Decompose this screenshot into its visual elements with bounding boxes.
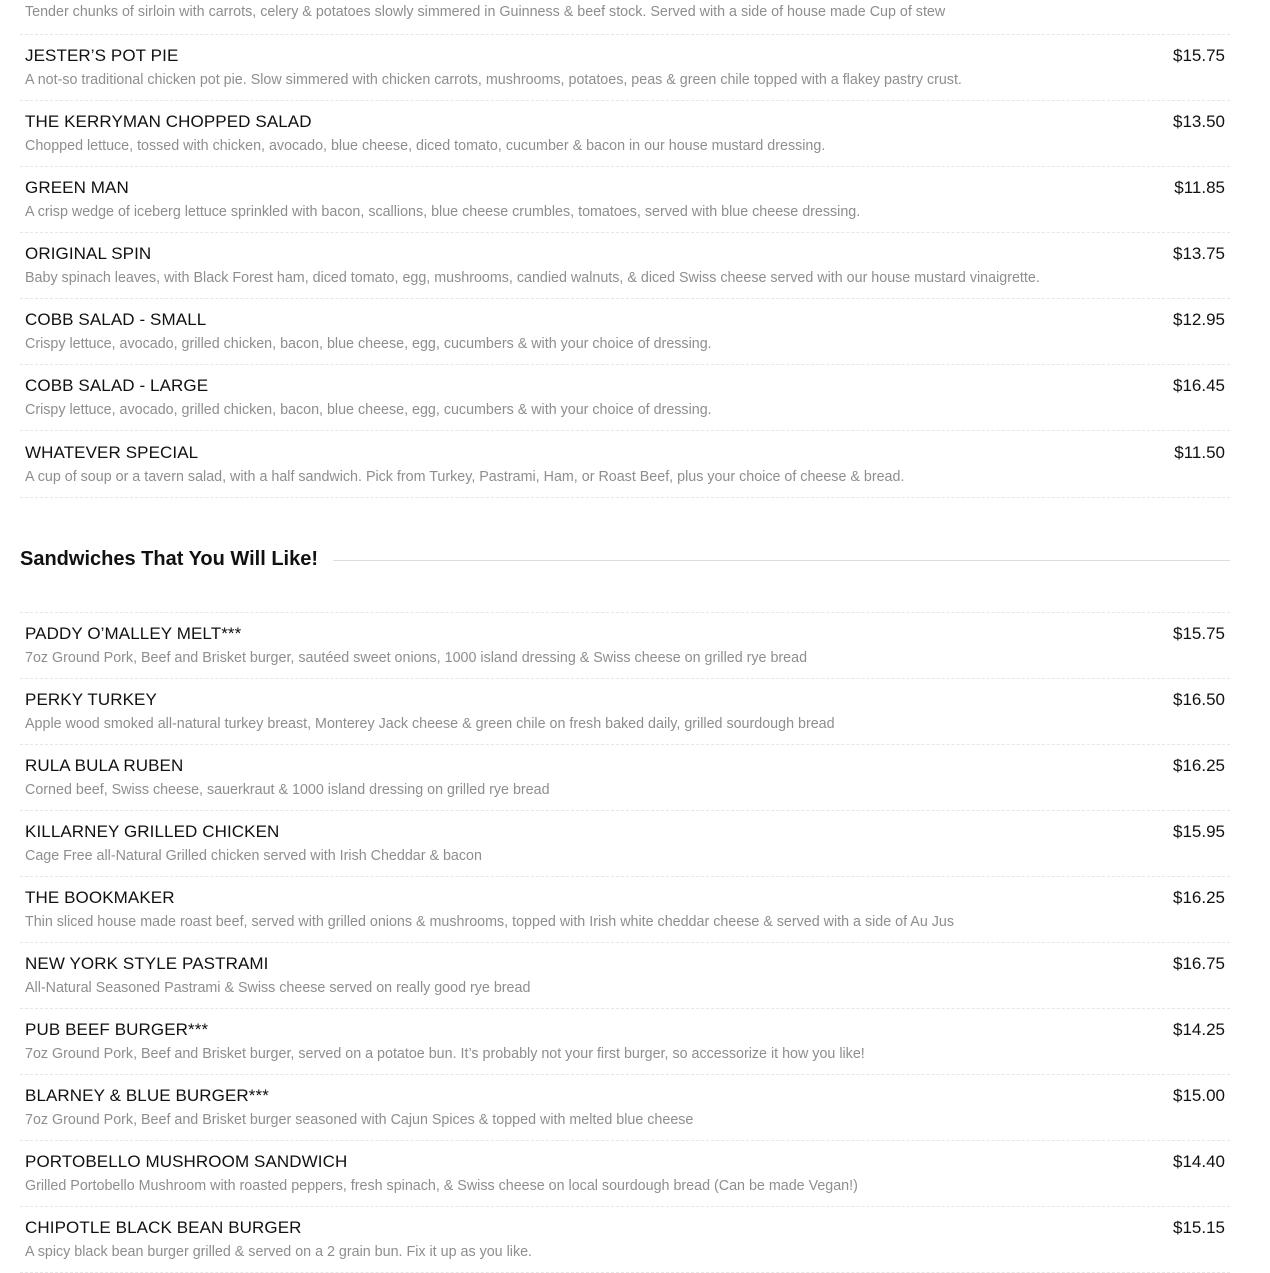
menu-item-description: A crisp wedge of iceberg lettuce sprinkled with bacon, scallions, blue cheese crumbles, tomatoes, served with blue cheese dressing. [25,204,861,220]
menu-item[interactable] [20,613,1230,679]
menu-item[interactable] [20,745,1230,811]
menu-item-description: 7oz Ground Pork, Beef and Brisket burger, served on a potatoe bun. It’s probably not your first burger, so accessorize it how you like! [25,1046,865,1062]
menu-item-description: 7oz Ground Pork, Beef and Brisket burger seasoned with Cajun Spices & topped with melted blue cheese [25,1112,694,1128]
menu-item[interactable] [20,877,1230,943]
section-heading: Sandwiches That You Will Like! [20,548,319,570]
menu-item-description: Baby spinach leaves, with Black Forest ham, diced tomato, egg, mushrooms, candied walnuts, & diced Swiss cheese served with our house mustard vinaigrette. [25,270,1040,286]
menu-item-name: NEW YORK STYLE PASTRAMI [25,954,269,973]
menu-item-name: THE KERRYMAN CHOPPED SALAD [25,112,312,131]
menu-item[interactable] [20,167,1230,233]
menu-item-name: WHATEVER SPECIAL [25,443,199,462]
menu-item[interactable] [20,432,1230,498]
menu-item-description: Thin sliced house made roast beef, served with grilled onions & mushrooms, topped with Irish white cheddar cheese & served with a side of Au Jus [25,914,954,930]
menu-item[interactable] [20,365,1230,431]
menu-item-description: Cage Free all-Natural Grilled chicken served with Irish Cheddar & bacon [25,848,482,864]
menu-item[interactable] [20,679,1230,745]
menu-item[interactable] [20,299,1230,365]
menu-item-price: $11.50 [1174,443,1225,462]
menu-item[interactable] [20,811,1230,877]
menu-item-price: $13.50 [1173,112,1225,131]
menu-item-price: $15.95 [1173,822,1225,841]
menu-item-price: $16.45 [1173,376,1225,395]
menu-item-price: $16.25 [1173,756,1225,775]
menu-item-description: Apple wood smoked all-natural turkey breast, Monterey Jack cheese & green chile on fresh baked daily, grilled sourdough bread [25,716,835,732]
menu-item-description: 7oz Ground Pork, Beef and Brisket burger, sautéed sweet onions, 1000 island dressing & Swiss cheese on grilled rye bread [25,650,808,666]
menu-item-name: PORTOBELLO MUSHROOM SANDWICH [25,1152,348,1171]
menu-item[interactable] [20,1009,1230,1075]
menu-item-name: KILLARNEY GRILLED CHICKEN [25,822,280,841]
menu-item-name: PADDY O’MALLEY MELT*** [25,624,242,643]
menu-item-name: ORIGINAL SPIN [25,244,152,263]
menu-item[interactable] [20,1207,1230,1273]
menu-item-name: THE BOOKMAKER [25,888,175,907]
menu-item-description: Crispy lettuce, avocado, grilled chicken, bacon, blue cheese, egg, cucumbers & with your choice of dressing. [25,336,712,352]
menu-item-name: COBB SALAD - LARGE [25,376,209,395]
menu-item-name: PERKY TURKEY [25,690,157,709]
menu-item-price: $16.75 [1173,954,1225,973]
menu-item-price: $11.85 [1174,178,1225,197]
menu-item[interactable] [20,35,1230,101]
menu-item-price: $14.40 [1173,1152,1225,1171]
menu-item-name: CHIPOTLE BLACK BEAN BURGER [25,1218,302,1237]
menu-item-price: $15.75 [1173,46,1225,65]
menu-item-name: COBB SALAD - SMALL [25,310,207,329]
menu-item-name: GREEN MAN [25,178,129,197]
menu-item[interactable] [20,233,1230,299]
menu-item-description: A spicy black bean burger grilled & served on a 2 grain bun. Fix it up as you like. [25,1244,533,1260]
menu-item-description: Corned beef, Swiss cheese, sauerkraut & 1000 island dressing on grilled rye bread [25,782,550,798]
menu-item-description: All-Natural Seasoned Pastrami & Swiss cheese served on really good rye bread [25,980,531,996]
menu-item-description: A not-so traditional chicken pot pie. Slow simmered with chicken carrots, mushrooms, potatoes, peas & green chile topped with a flakey pastry crust. [25,72,962,88]
menu-item-price: $15.15 [1173,1218,1225,1237]
menu-item-price: $16.50 [1173,690,1225,709]
menu-item-name: JESTER’S POT PIE [25,46,179,65]
menu-item[interactable] [20,943,1230,1009]
menu-item-description: Grilled Portobello Mushroom with roasted peppers, fresh spinach, & Swiss cheese on local sourdough bread (Can be made Vegan!) [25,1178,858,1194]
menu-item-price: $16.25 [1173,888,1225,907]
menu-item-description: Tender chunks of sirloin with carrots, celery & potatoes slowly simmered in Guinness & beef stock. Served with a side of house made Cup of stew [25,4,946,20]
menu-item-name: RULA BULA RUBEN [25,756,184,775]
section-divider [333,560,1230,561]
menu-item-name: BLARNEY & BLUE BURGER*** [25,1086,269,1105]
menu-item[interactable] [20,101,1230,167]
menu-item[interactable] [20,1141,1230,1207]
menu-item-description: Chopped lettuce, tossed with chicken, avocado, blue cheese, diced tomato, cucumber & bacon in our house mustard dressing. [25,138,826,154]
menu-item-price: $12.95 [1173,310,1225,329]
menu-item-price: $14.25 [1173,1020,1225,1039]
menu-item-price: $15.00 [1173,1086,1225,1105]
menu-item-description: A cup of soup or a tavern salad, with a half sandwich. Pick from Turkey, Pastrami, Ham, or Roast Beef, plus your choice of cheese & bread. [25,469,905,485]
menu-item[interactable] [20,1075,1230,1141]
menu-item-price: $13.75 [1173,244,1225,263]
menu-item-price: $15.75 [1173,624,1225,643]
menu-item-name: PUB BEEF BURGER*** [25,1020,209,1039]
menu-item-description: Crispy lettuce, avocado, grilled chicken, bacon, blue cheese, egg, cucumbers & with your choice of dressing. [25,402,712,418]
